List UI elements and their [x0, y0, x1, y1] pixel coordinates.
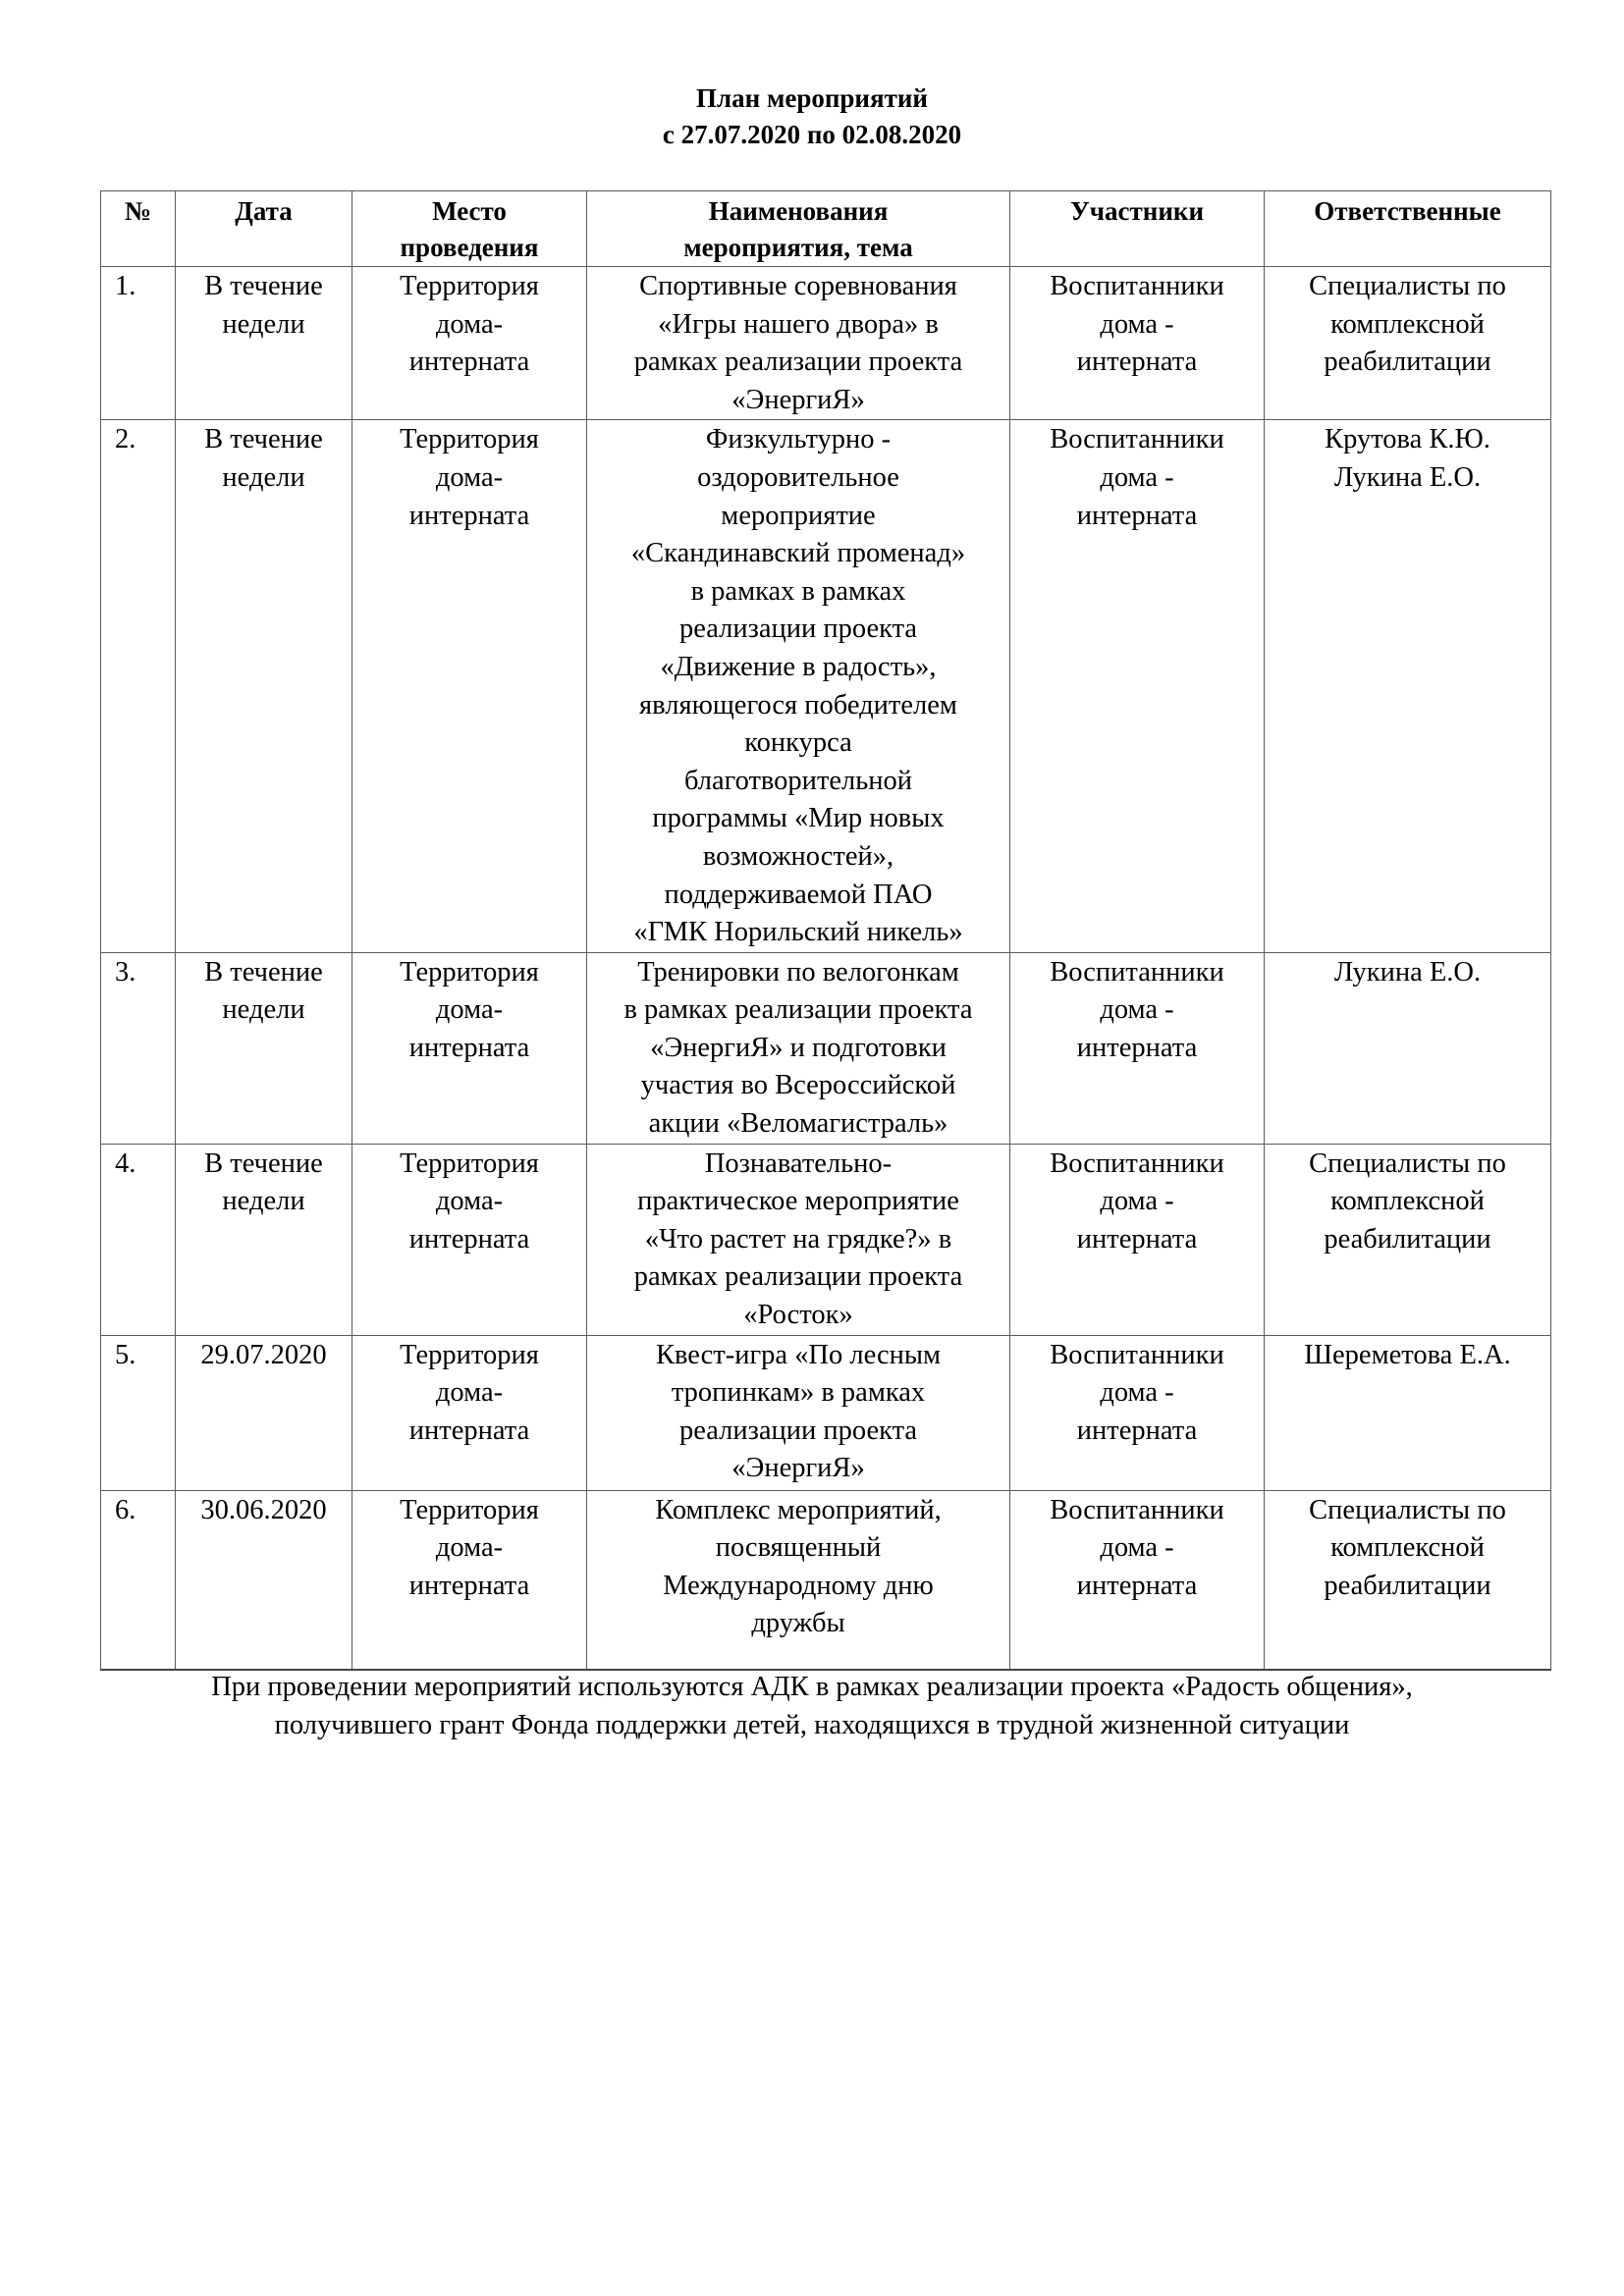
cell-num: 3.	[101, 952, 176, 1144]
cell-event-line: мероприятие	[721, 500, 876, 531]
title-line-2-date-range: с 27.07.2020 по 02.08.2020	[662, 120, 962, 149]
cell-date-line: недели	[222, 1186, 305, 1217]
cell-place-line: интерната	[408, 347, 530, 378]
cell-participants-line: Воспитанники	[1050, 956, 1224, 988]
cell-date	[176, 1335, 352, 1490]
cell-event-line: «Игры нашего двора» в	[658, 308, 939, 340]
cell-responsible-line: комплексной	[1330, 308, 1485, 340]
cell-event-line: Физкультурно -	[705, 424, 892, 455]
cell-event	[587, 420, 1010, 952]
cell-event-line: «ЭнергиЯ» и подготовки	[650, 1032, 947, 1063]
cell-responsible-line: Специалисты по	[1309, 1494, 1506, 1525]
cell-participants	[1010, 420, 1265, 952]
cell-place-line: интерната	[408, 1223, 530, 1255]
cell-place-line: дома-	[435, 994, 504, 1026]
cell-event-line: «ГМК Норильский никель»	[633, 917, 963, 948]
cell-date-line: недели	[222, 308, 305, 340]
cell-responsible-line: реабилитации	[1324, 347, 1491, 378]
cell-participants-line: дома -	[1100, 1377, 1174, 1409]
cell-event-line: в рамках в рамках	[690, 575, 906, 607]
table-row	[101, 267, 1551, 420]
cell-place	[352, 267, 587, 420]
cell-place	[352, 1144, 587, 1335]
cell-event-line: «Что растет на грядке?» в	[644, 1223, 952, 1255]
table-row	[101, 420, 1551, 952]
cell-responsible-line: Специалисты по	[1309, 1148, 1506, 1179]
cell-place-line: интерната	[408, 1415, 530, 1446]
cell-event-line: Тренировки по велогонкам	[637, 956, 959, 988]
cell-participants-line: Воспитанники	[1050, 271, 1224, 301]
cell-responsible-line: комплексной	[1330, 1532, 1485, 1564]
cell-participants-line: дома -	[1100, 994, 1174, 1026]
cell-date	[176, 952, 352, 1144]
cell-place-line: дома-	[435, 308, 504, 340]
cell-responsible-line: комплексной	[1330, 1186, 1485, 1217]
cell-event-line: возможностей»,	[702, 840, 894, 872]
header-place	[352, 191, 587, 267]
cell-event	[587, 952, 1010, 1144]
cell-participants-line: Воспитанники	[1050, 424, 1224, 455]
cell-event-line: тропинкам» в рамках	[671, 1377, 926, 1409]
cell-date	[176, 420, 352, 952]
cell-event-line: Комплекс мероприятий,	[655, 1494, 942, 1525]
cell-event-line: «Движение в радость»,	[660, 651, 937, 682]
cell-place-line: дома-	[435, 1377, 504, 1409]
table-header-row	[101, 191, 1551, 267]
cell-event-line: «ЭнергиЯ»	[731, 1453, 865, 1484]
cell-num: 6.	[101, 1490, 176, 1670]
cell-responsible-line: реабилитации	[1324, 1570, 1491, 1601]
cell-place-line: Территория	[400, 1339, 539, 1370]
cell-participants-line: интерната	[1076, 1032, 1198, 1063]
cell-date-line: В течение	[204, 424, 323, 455]
cell-place	[352, 420, 587, 952]
cell-participants-line: интерната	[1076, 347, 1198, 378]
cell-event-line: конкурса	[744, 727, 852, 759]
cell-event-line: «Росток»	[743, 1300, 853, 1331]
header-responsible: Ответственные	[1265, 191, 1551, 267]
cell-event-line: Квест-игра «По лесным	[655, 1339, 942, 1370]
cell-responsible	[1265, 1335, 1551, 1490]
cell-date	[176, 1144, 352, 1335]
cell-place-line: интерната	[408, 1032, 530, 1063]
cell-event-line: реализации проекта	[678, 1415, 918, 1446]
cell-date-line: В течение	[204, 271, 323, 301]
cell-responsible-line: реабилитации	[1324, 1223, 1491, 1255]
cell-num: 5.	[101, 1335, 176, 1490]
cell-responsible-line: Лукина Е.О.	[1333, 956, 1482, 988]
cell-date-line: недели	[222, 994, 305, 1026]
cell-event	[587, 267, 1010, 420]
cell-event-line: оздоровительное	[697, 461, 899, 493]
header-event-line: Наименования	[708, 196, 889, 226]
footer-line-1: При проведении мероприятий используются АДК в рамках реализации проекта «Радость общения»,	[211, 1672, 1413, 1702]
cell-participants-line: дома -	[1100, 1186, 1174, 1217]
title-line-1: План мероприятий	[696, 83, 928, 113]
cell-event-line: поддерживаемой ПАО	[664, 879, 933, 910]
cell-responsible-line: Лукина Е.О.	[1333, 461, 1482, 493]
cell-place	[352, 1490, 587, 1670]
table-row	[101, 1144, 1551, 1335]
header-event	[587, 191, 1010, 267]
cell-event-line: рамках реализации проекта	[633, 1261, 963, 1293]
cell-event-line: благотворительной	[683, 765, 913, 796]
cell-participants-line: интерната	[1076, 1570, 1198, 1601]
cell-event-line: участия во Всероссийской	[640, 1070, 956, 1101]
cell-event-line: «Скандинавский променад»	[630, 538, 966, 569]
cell-participants-line: Воспитанники	[1050, 1148, 1224, 1179]
cell-place-line: дома-	[435, 461, 504, 493]
cell-event-line: рамках реализации проекта	[633, 347, 963, 378]
events-plan-table	[100, 190, 1551, 1671]
cell-responsible-line: Шереметова Е.А.	[1304, 1339, 1511, 1370]
cell-event-line: Спортивные соревнования	[639, 271, 957, 301]
cell-responsible	[1265, 267, 1551, 420]
cell-responsible	[1265, 1144, 1551, 1335]
cell-participants-line: интерната	[1076, 1223, 1198, 1255]
header-num: №	[101, 191, 176, 267]
cell-place	[352, 952, 587, 1144]
table-row	[101, 952, 1551, 1144]
cell-responsible-line: Крутова К.Ю.	[1325, 424, 1490, 455]
document-title	[0, 80, 1624, 153]
cell-participants	[1010, 1335, 1265, 1490]
footer-note	[0, 1668, 1624, 1744]
cell-participants	[1010, 1490, 1265, 1670]
cell-participants-line: Воспитанники	[1050, 1339, 1224, 1370]
cell-place-line: Территория	[400, 271, 539, 301]
cell-place-line: Территория	[400, 424, 539, 455]
cell-event	[587, 1144, 1010, 1335]
cell-participants-line: интерната	[1076, 1415, 1198, 1446]
cell-num: 2.	[101, 420, 176, 952]
cell-place	[352, 1335, 587, 1490]
cell-date-line: недели	[222, 461, 305, 493]
cell-num: 1.	[101, 267, 176, 420]
cell-place-line: Территория	[400, 956, 539, 988]
cell-date-line: 30.06.2020	[200, 1494, 327, 1525]
header-place-line: проведения	[400, 233, 539, 262]
footer-line-2: получившего грант Фонда поддержки детей, находящихся в трудной жизненной ситуации	[274, 1710, 1350, 1740]
cell-event-line: являющегося победителем	[639, 689, 957, 721]
cell-date-line: 29.07.2020	[200, 1339, 327, 1370]
cell-date-line: В течение	[204, 1148, 323, 1179]
header-place-line: Место	[432, 196, 507, 226]
cell-event-line: программы «Мир новых	[652, 803, 945, 834]
cell-event-line: реализации проекта	[678, 614, 918, 645]
cell-place-line: Территория	[400, 1148, 539, 1179]
cell-participants-line: Воспитанники	[1050, 1494, 1224, 1525]
cell-participants-line: дома -	[1100, 308, 1174, 340]
cell-date-line: В течение	[204, 956, 323, 988]
cell-event-line: акции «Веломагистраль»	[648, 1108, 948, 1140]
cell-participants	[1010, 267, 1265, 420]
cell-responsible	[1265, 420, 1551, 952]
cell-responsible	[1265, 952, 1551, 1144]
cell-event	[587, 1335, 1010, 1490]
cell-event-line: Международному дню	[663, 1570, 934, 1601]
cell-event-line: «ЭнергиЯ»	[731, 384, 865, 415]
cell-place-line: Территория	[400, 1494, 539, 1525]
cell-place-line: интерната	[408, 1570, 530, 1601]
cell-event-line: практическое мероприятие	[637, 1186, 959, 1217]
header-event-line: мероприятия, тема	[683, 233, 913, 262]
cell-event-line: посвященный	[715, 1532, 882, 1564]
header-date: Дата	[176, 191, 352, 267]
cell-place-line: дома-	[435, 1532, 504, 1564]
cell-participants	[1010, 952, 1265, 1144]
table-row	[101, 1335, 1551, 1490]
cell-date	[176, 1490, 352, 1670]
cell-event-line: в рамках реализации проекта	[623, 994, 973, 1026]
cell-num: 4.	[101, 1144, 176, 1335]
cell-participants	[1010, 1144, 1265, 1335]
cell-place-line: интерната	[408, 500, 530, 531]
cell-participants-line: интерната	[1076, 500, 1198, 531]
cell-event-line: дружбы	[751, 1608, 845, 1639]
cell-participants-line: дома -	[1100, 461, 1174, 493]
cell-event-line: Познавательно-	[704, 1148, 893, 1179]
cell-date	[176, 267, 352, 420]
table-row	[101, 1490, 1551, 1670]
cell-responsible	[1265, 1490, 1551, 1670]
cell-participants-line: дома -	[1100, 1532, 1174, 1564]
cell-responsible-line: Специалисты по	[1309, 271, 1506, 301]
header-participants: Участники	[1010, 191, 1265, 267]
cell-event	[587, 1490, 1010, 1670]
cell-place-line: дома-	[435, 1186, 504, 1217]
